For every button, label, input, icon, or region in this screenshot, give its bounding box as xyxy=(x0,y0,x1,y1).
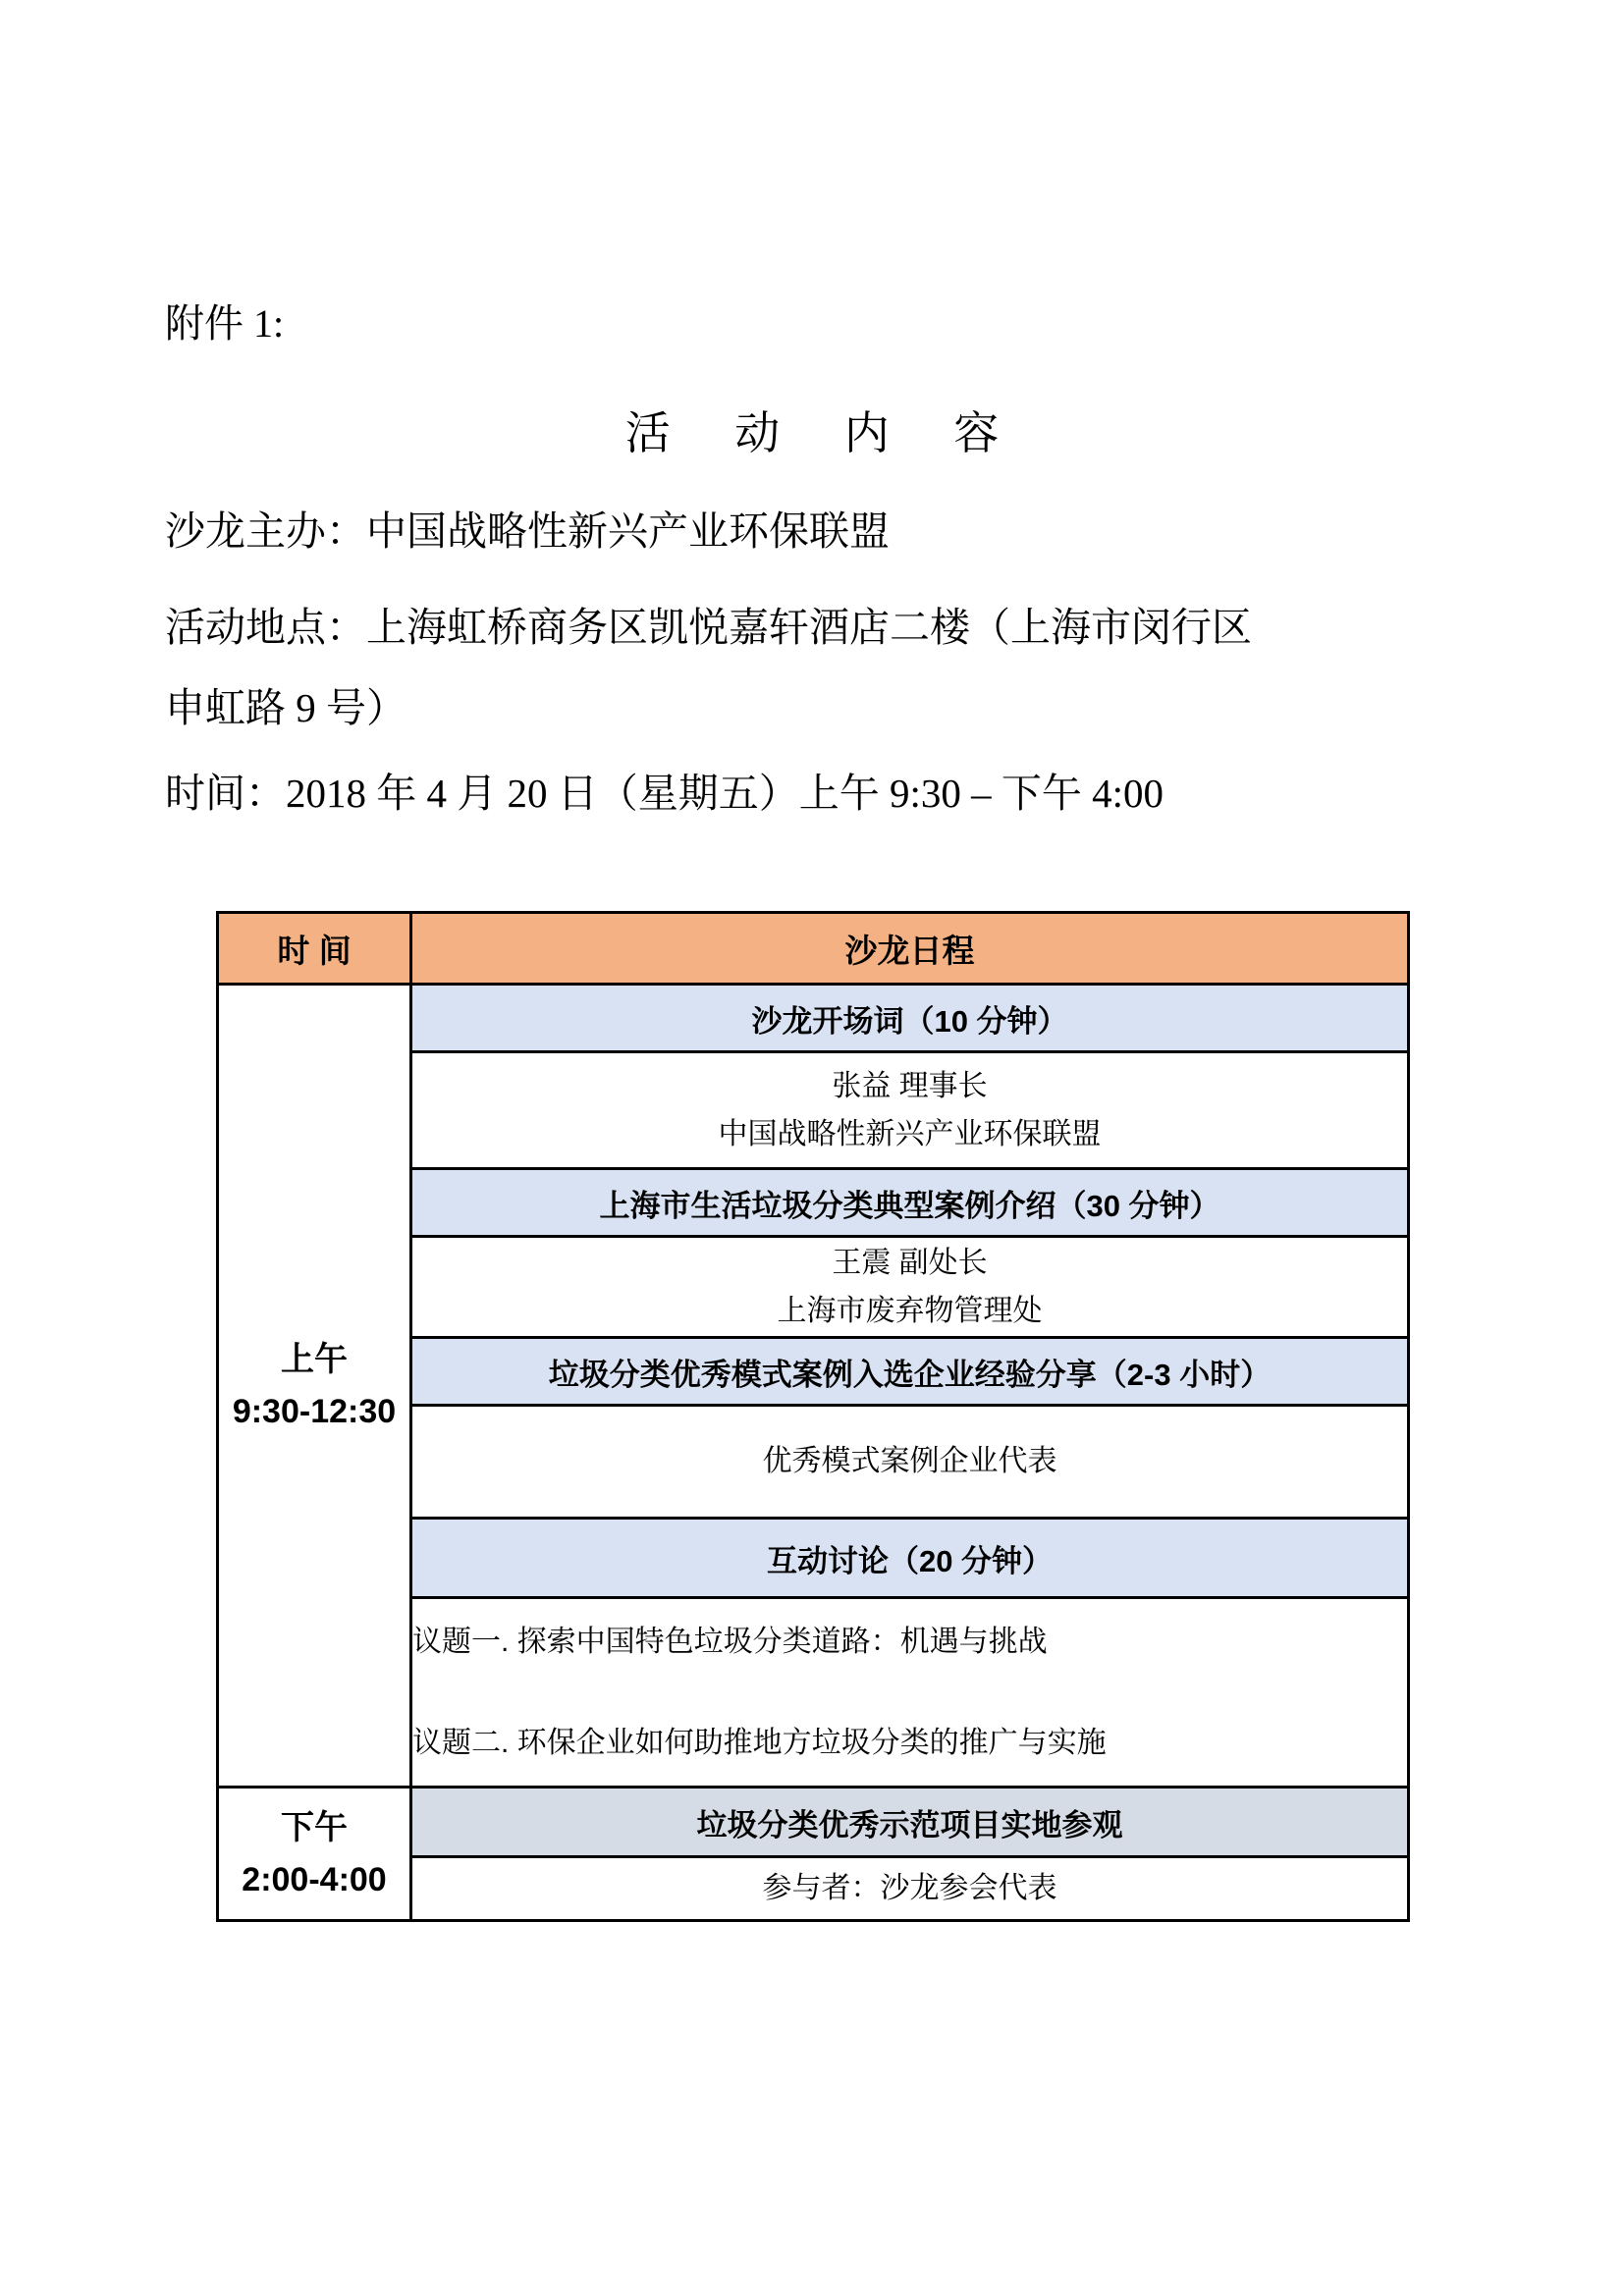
topic-line-1: 议题一. 探索中国特色垃圾分类道路：机遇与挑战 xyxy=(412,1626,1048,1658)
afternoon-period-label: 下午 xyxy=(281,1808,348,1846)
session-title-cell-case-intro: 上海市生活垃圾分类典型案例介绍（30 分钟） xyxy=(411,1169,1409,1237)
table-header-row xyxy=(218,913,1409,985)
discussion-topics-cell xyxy=(411,1598,1409,1788)
speaker-name: 张益 理事长 xyxy=(832,1069,988,1102)
morning-time-range: 9:30-12:30 xyxy=(232,1392,397,1430)
attachment-label: 附件 1: xyxy=(165,301,285,346)
session-title-cell-discussion: 互动讨论（20 分钟） xyxy=(411,1519,1409,1598)
topic-line-2: 议题二. 环保企业如何助推地方垃圾分类的推广与实施 xyxy=(412,1727,1107,1759)
speaker-organization: 上海市废弃物管理处 xyxy=(777,1295,1043,1327)
header-agenda-cell: 沙龙日程 xyxy=(411,913,1409,985)
session-title-cell-experience-sharing: 垃圾分类优秀模式案例入选企业经验分享（2-3 小时） xyxy=(411,1338,1409,1406)
speaker-cell-case-intro xyxy=(411,1237,1409,1338)
session-title-cell-opening: 沙龙开场词（10 分钟） xyxy=(411,985,1409,1052)
page-title: 活 动 内 容 xyxy=(624,408,1026,458)
afternoon-time-cell xyxy=(218,1788,411,1921)
speaker-name: 王震 副处长 xyxy=(832,1246,988,1279)
afternoon-time-range: 2:00-4:00 xyxy=(242,1860,387,1898)
speaker-cell-opening xyxy=(411,1052,1409,1169)
venue-line-2: 申虹路 9 号） xyxy=(165,685,406,730)
morning-period-label: 上午 xyxy=(281,1340,348,1378)
session-title-cell-site-visit: 垃圾分类优秀示范项目实地参观 xyxy=(411,1788,1409,1857)
speaker-cell-model-representatives: 优秀模式案例企业代表 xyxy=(411,1406,1409,1519)
datetime-line: 时间：2018 年 4 月 20 日（星期五）上午 9:30 – 下午 4:00 xyxy=(165,771,1164,816)
organizer-line: 沙龙主办：中国战略性新兴产业环保联盟 xyxy=(165,508,890,554)
header-time-cell: 时 间 xyxy=(218,913,411,985)
schedule-table xyxy=(216,911,1410,1922)
venue-line-1: 活动地点：上海虹桥商务区凯悦嘉轩酒店二楼（上海市闵行区 xyxy=(165,605,1252,650)
participants-cell: 参与者：沙龙参会代表 xyxy=(411,1857,1409,1921)
morning-time-cell xyxy=(218,985,411,1788)
speaker-organization: 中国战略性新兴产业环保联盟 xyxy=(718,1118,1102,1150)
table-row xyxy=(218,985,1409,1052)
table-row xyxy=(218,1788,1409,1857)
